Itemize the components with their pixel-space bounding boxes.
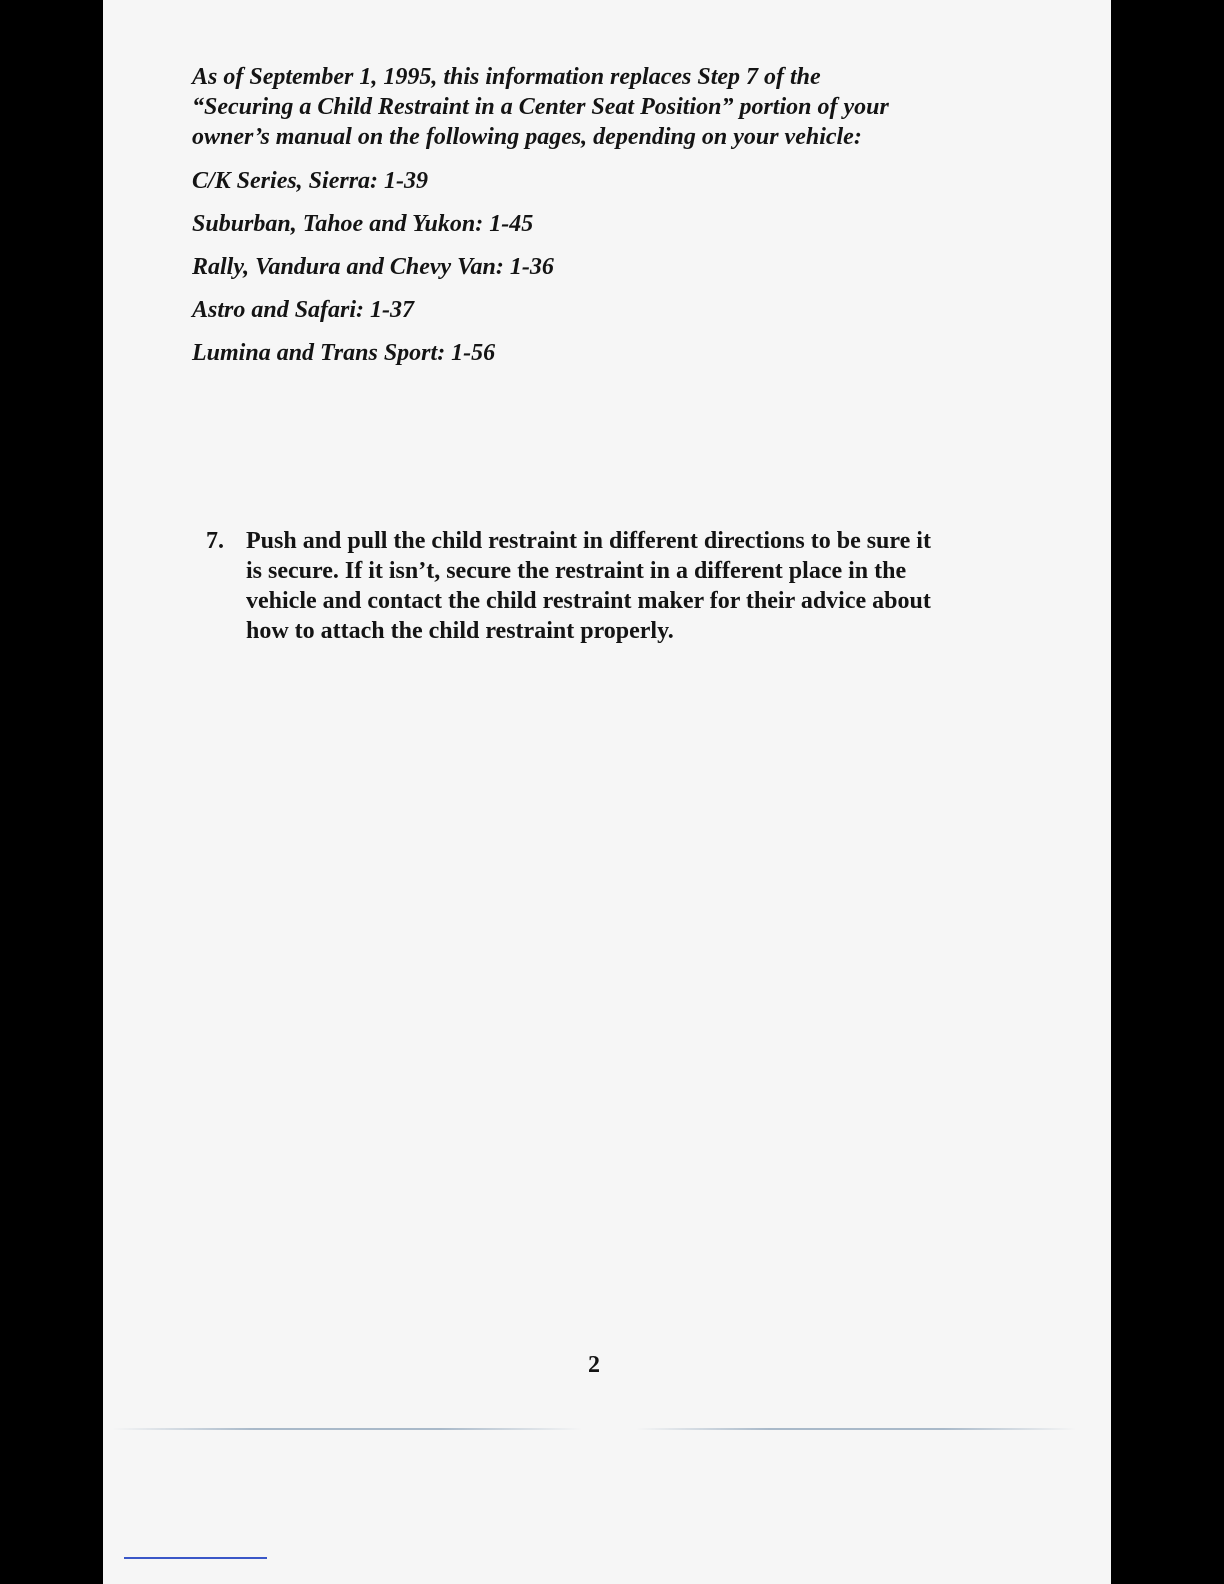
intro-line-1: As of September 1, 1995, this information replaces Step 7 of the (192, 64, 821, 90)
page-number: 2 (588, 1352, 600, 1378)
vehicle-page-item: Suburban, Tahoe and Yukon: 1-45 (192, 211, 534, 237)
intro-line-3: owner’s manual on the following pages, depending on your vehicle: (192, 124, 862, 150)
step-line-4: how to attach the child restraint properly. (246, 618, 674, 644)
link-underline (124, 1557, 267, 1559)
vehicle-page-item: Rally, Vandura and Chevy Van: 1-36 (192, 254, 554, 280)
footer-divider-left (112, 1428, 582, 1430)
vehicle-page-item: C/K Series, Sierra: 1-39 (192, 168, 429, 194)
step-line-3: vehicle and contact the child restraint maker for their advice about (246, 588, 931, 614)
step-text (246, 526, 986, 646)
intro-paragraph (192, 62, 992, 152)
step-number: 7. (206, 528, 224, 554)
vehicle-page-list (192, 166, 554, 381)
step-line-2: is secure. If it isn’t, secure the restraint in a different place in the (246, 558, 907, 584)
step-line-1: Push and pull the child restraint in different directions to be sure it (246, 528, 931, 554)
intro-line-2: “Securing a Child Restraint in a Center Seat Position” portion of your (192, 94, 889, 120)
vehicle-page-item: Astro and Safari: 1-37 (192, 297, 415, 323)
vehicle-page-item: Lumina and Trans Sport: 1-56 (192, 340, 496, 366)
footer-divider-right (636, 1428, 1076, 1430)
